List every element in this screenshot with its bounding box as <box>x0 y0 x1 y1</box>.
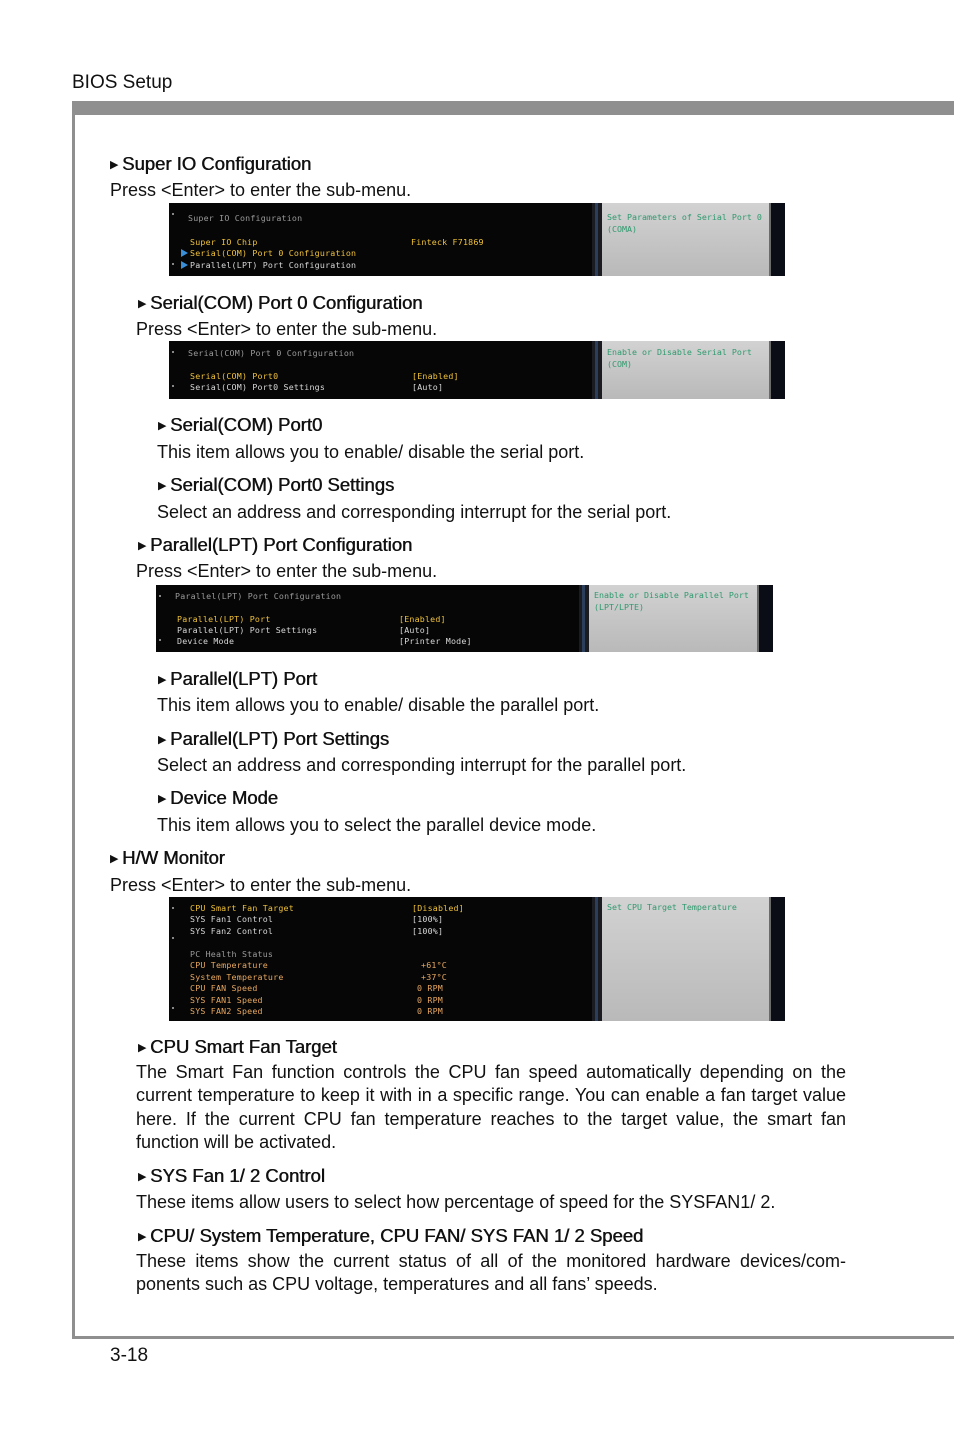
text-parallel-port: This item allows you to enable/ disable the parallel port. <box>157 695 600 715</box>
bios-status-label: CPU Temperature <box>190 960 268 970</box>
heading-text: Serial(COM) Port0 Settings <box>170 474 395 495</box>
bios-status-value: 0 RPM <box>417 995 443 1005</box>
submenu-arrow-icon <box>181 249 188 257</box>
bios-divider <box>592 341 602 399</box>
bullet-triangle-icon: ▶ <box>138 298 147 310</box>
text-serial-settings: Select an address and corresponding interrupt for the serial port. <box>157 502 672 522</box>
text-cpu-smart-fan: The Smart Fan function controls the CPU fan speed automatically depending on the current temperature to keep it with in a specific range. You can enable a fan target value here. If the current CPU fan temperature reaches to the target value, the smart fan function will be activated. <box>136 1062 846 1152</box>
bios-row-value[interactable]: [Auto] <box>399 625 431 635</box>
bios-help-text: Enable or Disable Serial Port (COM) <box>607 347 752 369</box>
bios-row-label[interactable]: Parallel(LPT) Port Settings <box>177 625 318 635</box>
page-number: 3-18 <box>110 1345 149 1366</box>
bios-status-label: CPU FAN Speed <box>190 983 258 993</box>
bios-row-value[interactable]: [Enabled] <box>412 371 459 381</box>
bios-help-text: Enable or Disable Parallel Port (LPT/LPTE) <box>594 590 749 612</box>
heading-text: SYS Fan 1/ 2 Control <box>150 1165 325 1186</box>
bullet-triangle-icon: ▶ <box>158 793 167 805</box>
bios-title: Super IO Configuration <box>188 213 303 223</box>
bios-status-label: SYS FAN1 Speed <box>190 995 263 1005</box>
bios-row-label[interactable]: Parallel(LPT) Port <box>177 614 271 624</box>
bios-help-panel <box>602 897 769 1021</box>
heading-text: Super IO Configuration <box>122 153 312 174</box>
bios-status-value: 0 RPM <box>417 1006 443 1016</box>
bios-right-bar <box>757 585 773 652</box>
text-parallel-cfg: Press <Enter> to enter the sub-menu. <box>136 561 438 581</box>
heading-serial-settings <box>158 474 394 496</box>
bios-screen-super-io <box>169 203 785 276</box>
bios-help-panel <box>602 203 769 276</box>
heading-sys-fan <box>138 1165 325 1187</box>
bios-row-value[interactable]: [Disabled] <box>412 903 464 913</box>
heading-text: Parallel(LPT) Port <box>170 668 318 689</box>
bios-submenu-item[interactable]: Parallel(LPT) Port Configuration <box>190 260 357 270</box>
bullet-triangle-icon: ▶ <box>138 1231 147 1243</box>
heading-serial-port0 <box>158 414 322 436</box>
heading-parallel-port <box>158 668 317 690</box>
bios-status-label: SYS FAN2 Speed <box>190 1006 263 1016</box>
bios-row-label[interactable]: CPU Smart Fan Target <box>190 903 294 913</box>
bios-row-label[interactable]: Serial(COM) Port0 <box>190 371 279 381</box>
bios-title: Parallel(LPT) Port Configuration <box>175 591 342 601</box>
bios-status-value: +37°C <box>421 972 447 982</box>
heading-text: Serial(COM) Port 0 Configuration <box>150 292 423 313</box>
bios-right-bar <box>769 897 785 1021</box>
bios-divider <box>579 585 589 652</box>
bios-row-value[interactable]: [Printer Mode] <box>399 636 472 646</box>
bullet-triangle-icon: ▶ <box>110 853 119 865</box>
heading-device-mode <box>158 787 278 809</box>
frame-bottom-bar <box>72 1336 954 1339</box>
bios-title: Serial(COM) Port 0 Configuration <box>188 348 355 358</box>
bullet-triangle-icon: ▶ <box>158 420 167 432</box>
bios-row-value[interactable]: [Enabled] <box>399 614 446 624</box>
bios-help-text: Set Parameters of Serial Port 0 (COMA) <box>607 212 762 234</box>
bios-help-panel <box>602 341 769 399</box>
bios-right-bar <box>769 203 785 276</box>
text-temps: These items show the current status of all of the monitored hardware devices/com-ponents such as CPU voltage, temperatures and all fans’ speeds. <box>136 1251 846 1295</box>
bios-row-value[interactable]: [100%] <box>412 926 444 936</box>
heading-parallel-settings <box>158 728 389 750</box>
heading-text: Device Mode <box>170 787 278 808</box>
bios-main-panel <box>169 897 593 1021</box>
heading-text: Serial(COM) Port0 <box>170 414 323 435</box>
bios-row-value[interactable]: [Auto] <box>412 382 444 392</box>
heading-hw-monitor <box>110 847 225 869</box>
bios-row-label[interactable]: Device Mode <box>177 636 235 646</box>
heading-serial-cfg <box>138 292 422 314</box>
bios-screen-serial <box>169 341 785 399</box>
text-super-io: Press <Enter> to enter the sub-menu. <box>110 180 412 200</box>
heading-temps <box>138 1225 643 1247</box>
bios-row-value: Finteck F71869 <box>411 237 484 247</box>
bios-row-label[interactable]: Super IO Chip <box>190 237 258 247</box>
bullet-triangle-icon: ▶ <box>158 480 167 492</box>
text-serial-cfg: Press <Enter> to enter the sub-menu. <box>136 319 438 339</box>
bullet-triangle-icon: ▶ <box>110 159 119 171</box>
bios-submenu-item[interactable]: Serial(COM) Port 0 Configuration <box>190 248 357 258</box>
bios-row-label[interactable]: Serial(COM) Port0 Settings <box>190 382 326 392</box>
text-device-mode: This item allows you to select the parallel device mode. <box>157 815 597 835</box>
frame-top-bar <box>72 101 954 115</box>
heading-cpu-smart-fan <box>138 1036 337 1058</box>
submenu-arrow-icon <box>181 261 188 269</box>
page-header: BIOS Setup <box>72 72 173 93</box>
text-hw-monitor: Press <Enter> to enter the sub-menu. <box>110 875 412 895</box>
bullet-triangle-icon: ▶ <box>158 734 167 746</box>
heading-text: Parallel(LPT) Port Settings <box>170 728 390 749</box>
bios-right-bar <box>769 341 785 399</box>
bullet-triangle-icon: ▶ <box>138 1042 147 1054</box>
bios-help-text: Set CPU Target Temperature <box>607 902 737 912</box>
bios-main-panel <box>169 341 593 399</box>
heading-text: Parallel(LPT) Port Configuration <box>150 534 413 555</box>
bios-help-panel <box>589 585 757 652</box>
bullet-triangle-icon: ▶ <box>138 540 147 552</box>
bios-status-value: 0 RPM <box>417 983 443 993</box>
bios-row-value[interactable]: [100%] <box>412 914 444 924</box>
bios-divider <box>592 897 602 1021</box>
bios-main-panel <box>169 203 593 276</box>
heading-text: H/W Monitor <box>122 847 225 868</box>
bios-status-value: +61°C <box>421 960 447 970</box>
bios-row-label[interactable]: SYS Fan1 Control <box>190 914 274 924</box>
frame-left-bar <box>72 101 75 1339</box>
text-serial-port0: This item allows you to enable/ disable the serial port. <box>157 442 585 462</box>
bios-screen-hw-monitor <box>169 897 785 1021</box>
bios-divider <box>592 203 602 276</box>
heading-parallel-cfg <box>138 534 412 556</box>
bios-status-label: System Temperature <box>190 972 284 982</box>
text-sys-fan: These items allow users to select how percentage of speed for the SYSFAN1/ 2. <box>136 1192 776 1212</box>
bios-main-panel <box>156 585 580 652</box>
bios-section-label: PC Health Status <box>190 949 274 959</box>
heading-text: CPU Smart Fan Target <box>150 1036 337 1057</box>
bullet-triangle-icon: ▶ <box>138 1171 147 1183</box>
text-parallel-settings: Select an address and corresponding interrupt for the parallel port. <box>157 755 687 775</box>
bios-row-label[interactable]: SYS Fan2 Control <box>190 926 274 936</box>
bios-screen-parallel <box>156 585 773 652</box>
heading-text: CPU/ System Temperature, CPU FAN/ SYS FAN 1/ 2 Speed <box>150 1225 644 1246</box>
bullet-triangle-icon: ▶ <box>158 674 167 686</box>
heading-super-io <box>110 153 311 175</box>
